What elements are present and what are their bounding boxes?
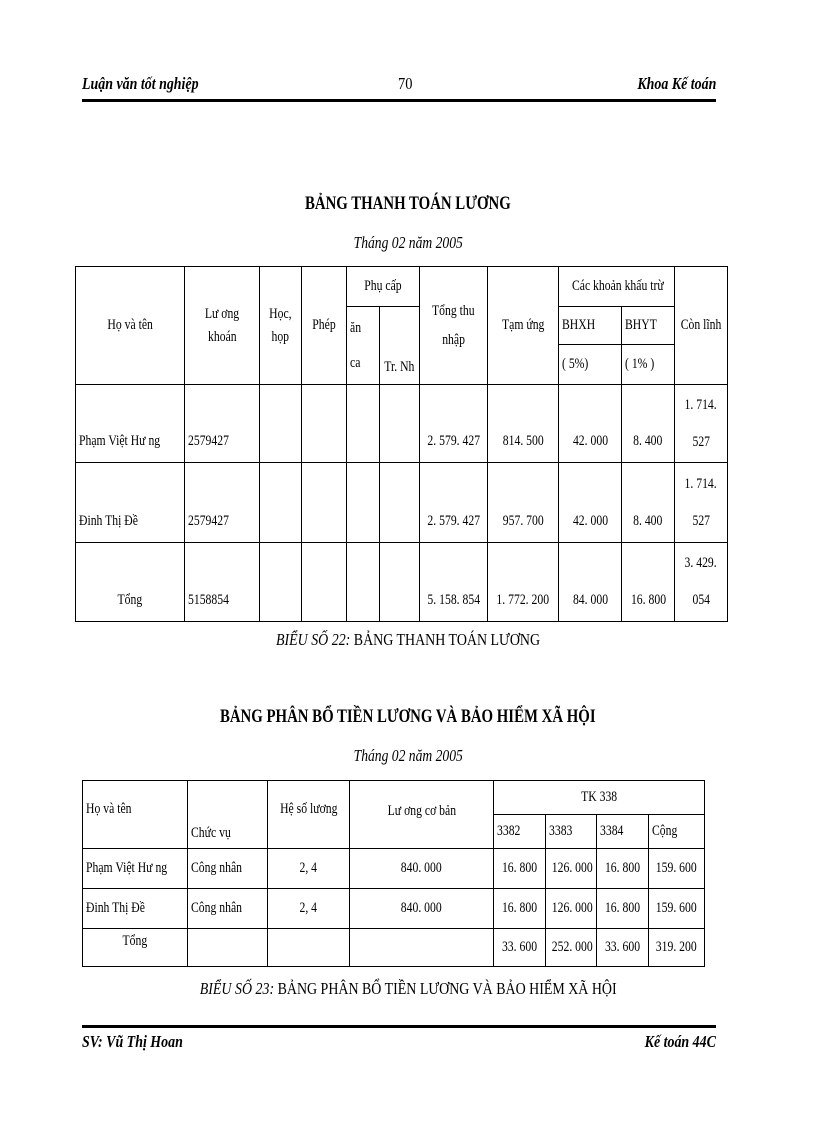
col-3383-header: 3383 [546, 815, 597, 849]
col-cong-header: Cộng [649, 815, 705, 849]
footer-class: Kế toán 44C [644, 1032, 716, 1051]
table-row: Phạm Việt Hư ng Công nhân 2, 4 840. 000 16. 800 126. 000 16. 800 159. 600 [83, 849, 705, 889]
col-tam-ung-header: Tạm ứng [488, 267, 559, 385]
col-hoc-hop-header: Học, họp [260, 267, 302, 385]
col-tong-thu-nhap-header: Tổng thu nhập [420, 267, 488, 385]
table2-caption [0, 979, 816, 999]
salary-allocation-table [82, 780, 705, 967]
footer-student: SV: Vũ Thị Hoan [82, 1032, 183, 1051]
table2-caption-label: BIỂU SỐ 23: [199, 979, 274, 998]
col-bhyt-header: BHYT [622, 307, 675, 345]
col-3384-header: 3384 [597, 815, 649, 849]
col-khau-tru-header: Các khoản khấu trừ [559, 267, 675, 307]
table2-title: BẢNG PHÂN BỔ TIỀN LƯƠNG VÀ BẢO HIỂM XÃ HỘI [220, 706, 596, 727]
col-an-ca-header: ăn ca [347, 307, 380, 385]
payroll-table [75, 266, 728, 622]
table-row-total: Tổng 33. 600 252. 000 33. 600 319. 200 [83, 929, 705, 967]
col-bhyt-pct: ( 1% ) [622, 345, 675, 385]
table1-caption-label: BIỂU SỐ 22: [275, 630, 351, 649]
col-luong-khoan-header: Lư ơng khoán [185, 267, 260, 385]
col-luong-co-ban-header: Lư ơng cơ bản [350, 781, 494, 849]
header-department: Khoa Kế toán [636, 74, 716, 93]
table1-caption-text: BẢNG THANH TOÁN LƯƠNG [350, 630, 541, 649]
col-bhxh-pct: ( 5%) [559, 345, 622, 385]
col-phep-header: Phép [302, 267, 347, 385]
col-name-header: Họ và tên [76, 267, 185, 385]
header-rule [82, 99, 716, 102]
table1-caption [0, 630, 816, 650]
table1-title: BẢNG THANH TOÁN LƯƠNG [305, 193, 511, 214]
table2-caption-text: BẢNG PHÂN BỔ TIỀN LƯƠNG VÀ BẢO HIỂM XÃ HỘI [273, 979, 617, 998]
col-tk338-header: TK 338 [494, 781, 705, 815]
col-3382-header: 3382 [494, 815, 546, 849]
col-name-header: Họ và tên [83, 781, 188, 849]
col-chuc-vu-header: Chức vụ [188, 781, 268, 849]
col-tr-nh-header: Tr. Nh [380, 307, 420, 385]
col-he-so-header: Hệ số lương [268, 781, 350, 849]
header-thesis-title: Luận văn tốt nghiệp [82, 74, 199, 93]
footer-rule [82, 1025, 716, 1028]
page-number: 70 [398, 74, 413, 93]
table1-subtitle: Tháng 02 năm 2005 [353, 233, 463, 252]
table-row: Đinh Thị Đề 2579427 2. 579. 427 957. 700 42. 000 8. 400 1. 714. 527 [76, 463, 728, 543]
table-row-total: Tổng 5158854 5. 158. 854 1. 772. 200 84. 000 16. 800 3. 429. 054 [76, 543, 728, 622]
table-row: Đinh Thị Đề Công nhân 2, 4 840. 000 16. 800 126. 000 16. 800 159. 600 [83, 889, 705, 929]
col-bhxh-header: BHXH [559, 307, 622, 345]
col-phu-cap-header: Phụ cấp [347, 267, 420, 307]
table2-subtitle: Tháng 02 năm 2005 [353, 746, 463, 765]
table-row: Phạm Việt Hư ng 2579427 2. 579. 427 814. 500 42. 000 8. 400 1. 714. 527 [76, 385, 728, 463]
col-con-linh-header: Còn lĩnh [675, 267, 728, 385]
